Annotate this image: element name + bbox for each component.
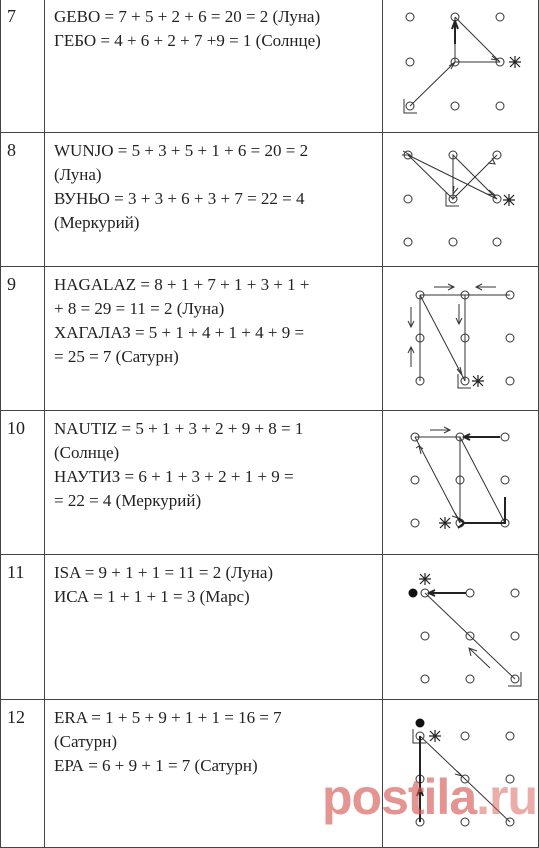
row-number: 11 [1,555,45,700]
diagram-hagalaz [383,267,539,411]
table-row [1,555,539,700]
row-number: 9 [1,267,45,411]
row-number: 8 [1,133,45,267]
text-line: НАУТИЗ = 6 + 1 + 3 + 2 + 1 + 9 = [54,467,294,486]
row-text [45,0,383,133]
row-text [45,267,383,411]
diagram-nautiz [383,411,539,555]
text-line: ERA = 1 + 5 + 9 + 1 + 1 = 16 = 7 [54,708,282,727]
row-text [45,555,383,700]
row-text [45,411,383,555]
nautiz-diagram [383,411,538,554]
text-line: GEBO = 7 + 5 + 2 + 6 = 20 = 2 (Луна) [54,7,321,26]
row-number: 12 [1,700,45,848]
table-row [1,133,539,267]
row-text [45,133,383,267]
text-line: HAGALAZ = 8 + 1 + 7 + 1 + 3 + 1 + [54,275,310,294]
row-number: 10 [1,411,45,555]
gebo-diagram [383,0,538,132]
text-line: ЕРА = 6 + 9 + 1 = 7 (Сатурн) [54,756,258,775]
text-line: ISA = 9 + 1 + 1 = 11 = 2 (Луна) [54,563,274,582]
row-number: 7 [1,0,45,133]
text-line: ВУНЬО = 3 + 3 + 6 + 3 + 7 = 22 = 4 [54,189,305,208]
diagram-wunjo [383,133,539,267]
text-line: NAUTIZ = 5 + 1 + 3 + 2 + 9 + 8 = 1 [54,419,304,438]
text-line: (Меркурий) [54,213,140,232]
table-row [1,411,539,555]
text-line: ИСА = 1 + 1 + 1 = 3 (Марс) [54,587,250,606]
text-line: (Луна) [54,165,102,184]
wunjo-diagram [383,133,538,266]
diagram-gebo [383,0,539,133]
text-line: = 25 = 7 (Сатурн) [54,347,179,366]
hagalaz-diagram [383,267,538,410]
isa-diagram [383,555,538,699]
text-line: (Сатурн) [54,732,118,751]
text-line: ХАГАЛАЗ = 5 + 1 + 4 + 1 + 4 + 9 = [54,323,305,342]
text-line: WUNJO = 5 + 3 + 5 + 1 + 6 = 20 = 2 [54,141,309,160]
table-row [1,267,539,411]
watermark-logo: postila.ru [322,769,538,825]
table-row [1,0,539,133]
text-line: ГЕБО = 4 + 6 + 2 + 7 +9 = 1 (Солнце) [54,31,321,50]
text-line: (Солнце) [54,443,120,462]
text-line: = 22 = 4 (Меркурий) [54,491,202,510]
text-line: + 8 = 29 = 11 = 2 (Луна) [54,299,225,318]
diagram-isa [383,555,539,700]
